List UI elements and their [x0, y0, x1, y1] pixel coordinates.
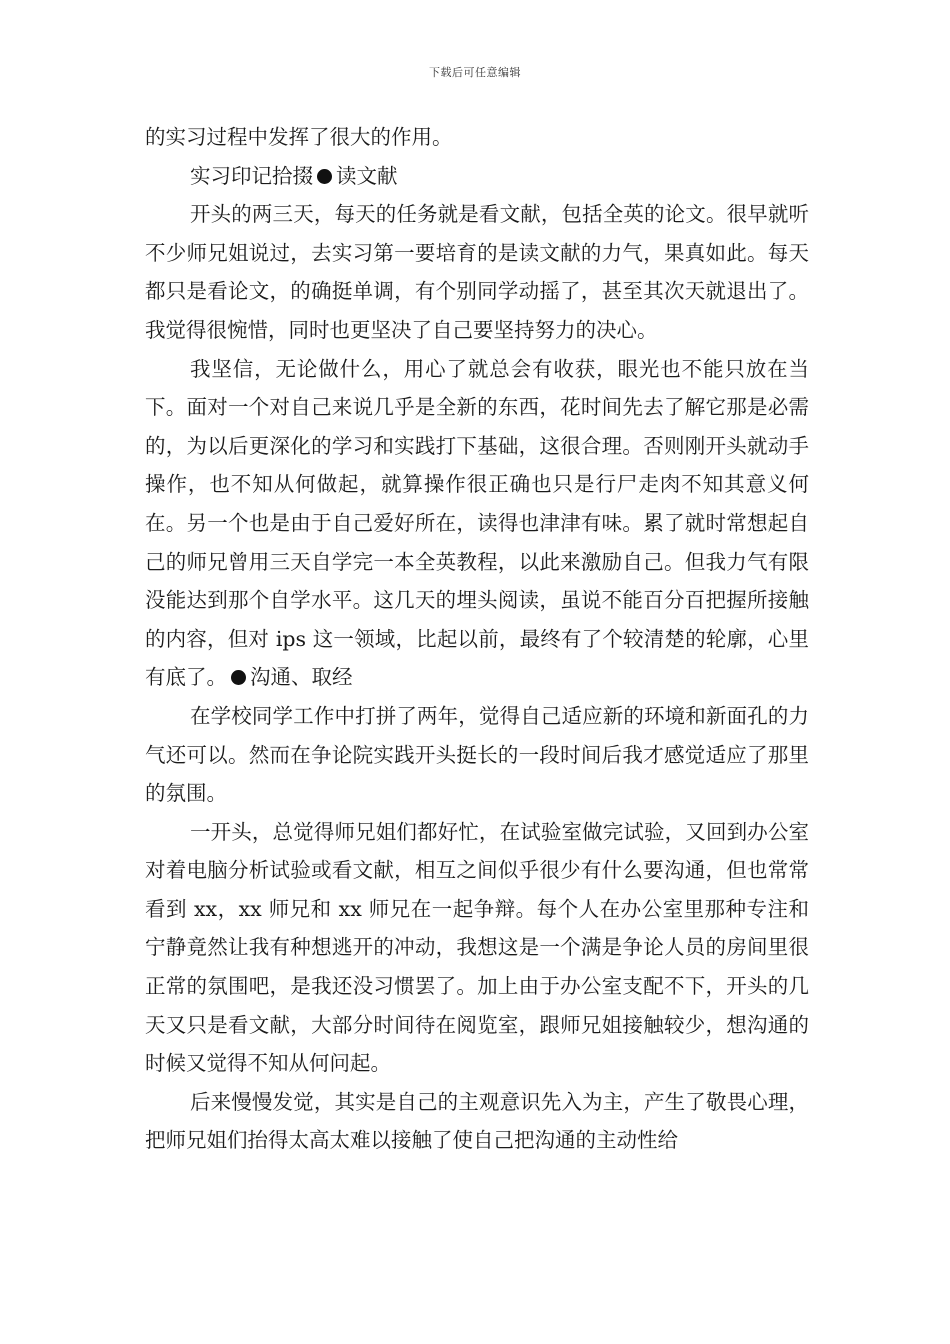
section-heading-reading: [145, 157, 809, 196]
paragraph-7: 后来慢慢发觉，其实是自己的主观意识先入为主，产生了敬畏心理，把师兄姐们抬得太高太难以接触了使自己把沟通的主动性给: [145, 1089, 809, 1153]
section-heading-prefix: 实习印记拾掇: [190, 163, 313, 188]
document-body: [145, 118, 809, 1160]
section-heading-title: 读文献: [336, 163, 398, 188]
paragraph-1: 的实习过程中发挥了很大的作用。: [145, 125, 453, 149]
paragraph-3: 开头的两三天，每天的任务就是看文献，包括全英的论文。很早就听不少师兄姐说过，去实习第一要培育的是读文献的力气，果真如此。每天都只是看论文，的确挺单调，有个别同学动摇了，甚至其次天就退出了。我觉得很惋惜，同时也更坚决了自己要坚持努力的决心。: [145, 202, 809, 342]
paragraph-4-text: 我坚信，无论做什么，用心了就总会有收获，眼光也不能只放在当下。面对一个对自己来说几乎是全新的东西，花时间先去了解它那是必需的，为以后更深化的学习和实践打下基础，这很合理。否则刚开头就动手操作，也不知从何做起，就算操作很正确也只是行尸走肉不知其意义何在。另一个也是由于自己爱好所在，读得也津津有味。累了就时常想起自己的师兄曾用三天自学完一本全英教程，以此来激励自己。但我力气有限没能达到那个自学水平。这几天的埋头阅读，虽说不能百分百把握所接触的内容，但对 ips 这一领域，比起以前，最终有了个较清楚的轮廓，心里有底了。: [145, 356, 809, 690]
bullet-icon: [317, 169, 332, 184]
section-heading-communication: 沟通、取经: [250, 665, 353, 690]
bullet-icon: [231, 670, 246, 685]
paragraph-6: 一开头，总觉得师兄姐们都好忙，在试验室做完试验，又回到办公室对着电脑分析试验或看文献，相互之间似乎很少有什么要沟通，但也常常看到 xx，xx 师兄和 xx 师兄在一起争辩。每个人在办公室里那种专注和宁静竟然让我有种想逃开的冲动，我想这是一个满是争论人员的房间里很正常的氛围吧，是我还没习惯罢了。加上由于办公室支配不下，开头的几天又只是看文献，大部分时间待在阅览室，跟师兄姐接触较少，想沟通的时候又觉得不知从何问起。: [145, 819, 809, 1076]
page-header: 下载后可任意编辑: [429, 66, 521, 79]
paragraph-4: [145, 350, 809, 697]
paragraph-5: 在学校同学工作中打拼了两年，觉得自己适应新的环境和新面孔的力气还可以。然而在争论院实践开头挺长的一段时间后我才感觉适应了那里的氛围。: [145, 703, 809, 806]
